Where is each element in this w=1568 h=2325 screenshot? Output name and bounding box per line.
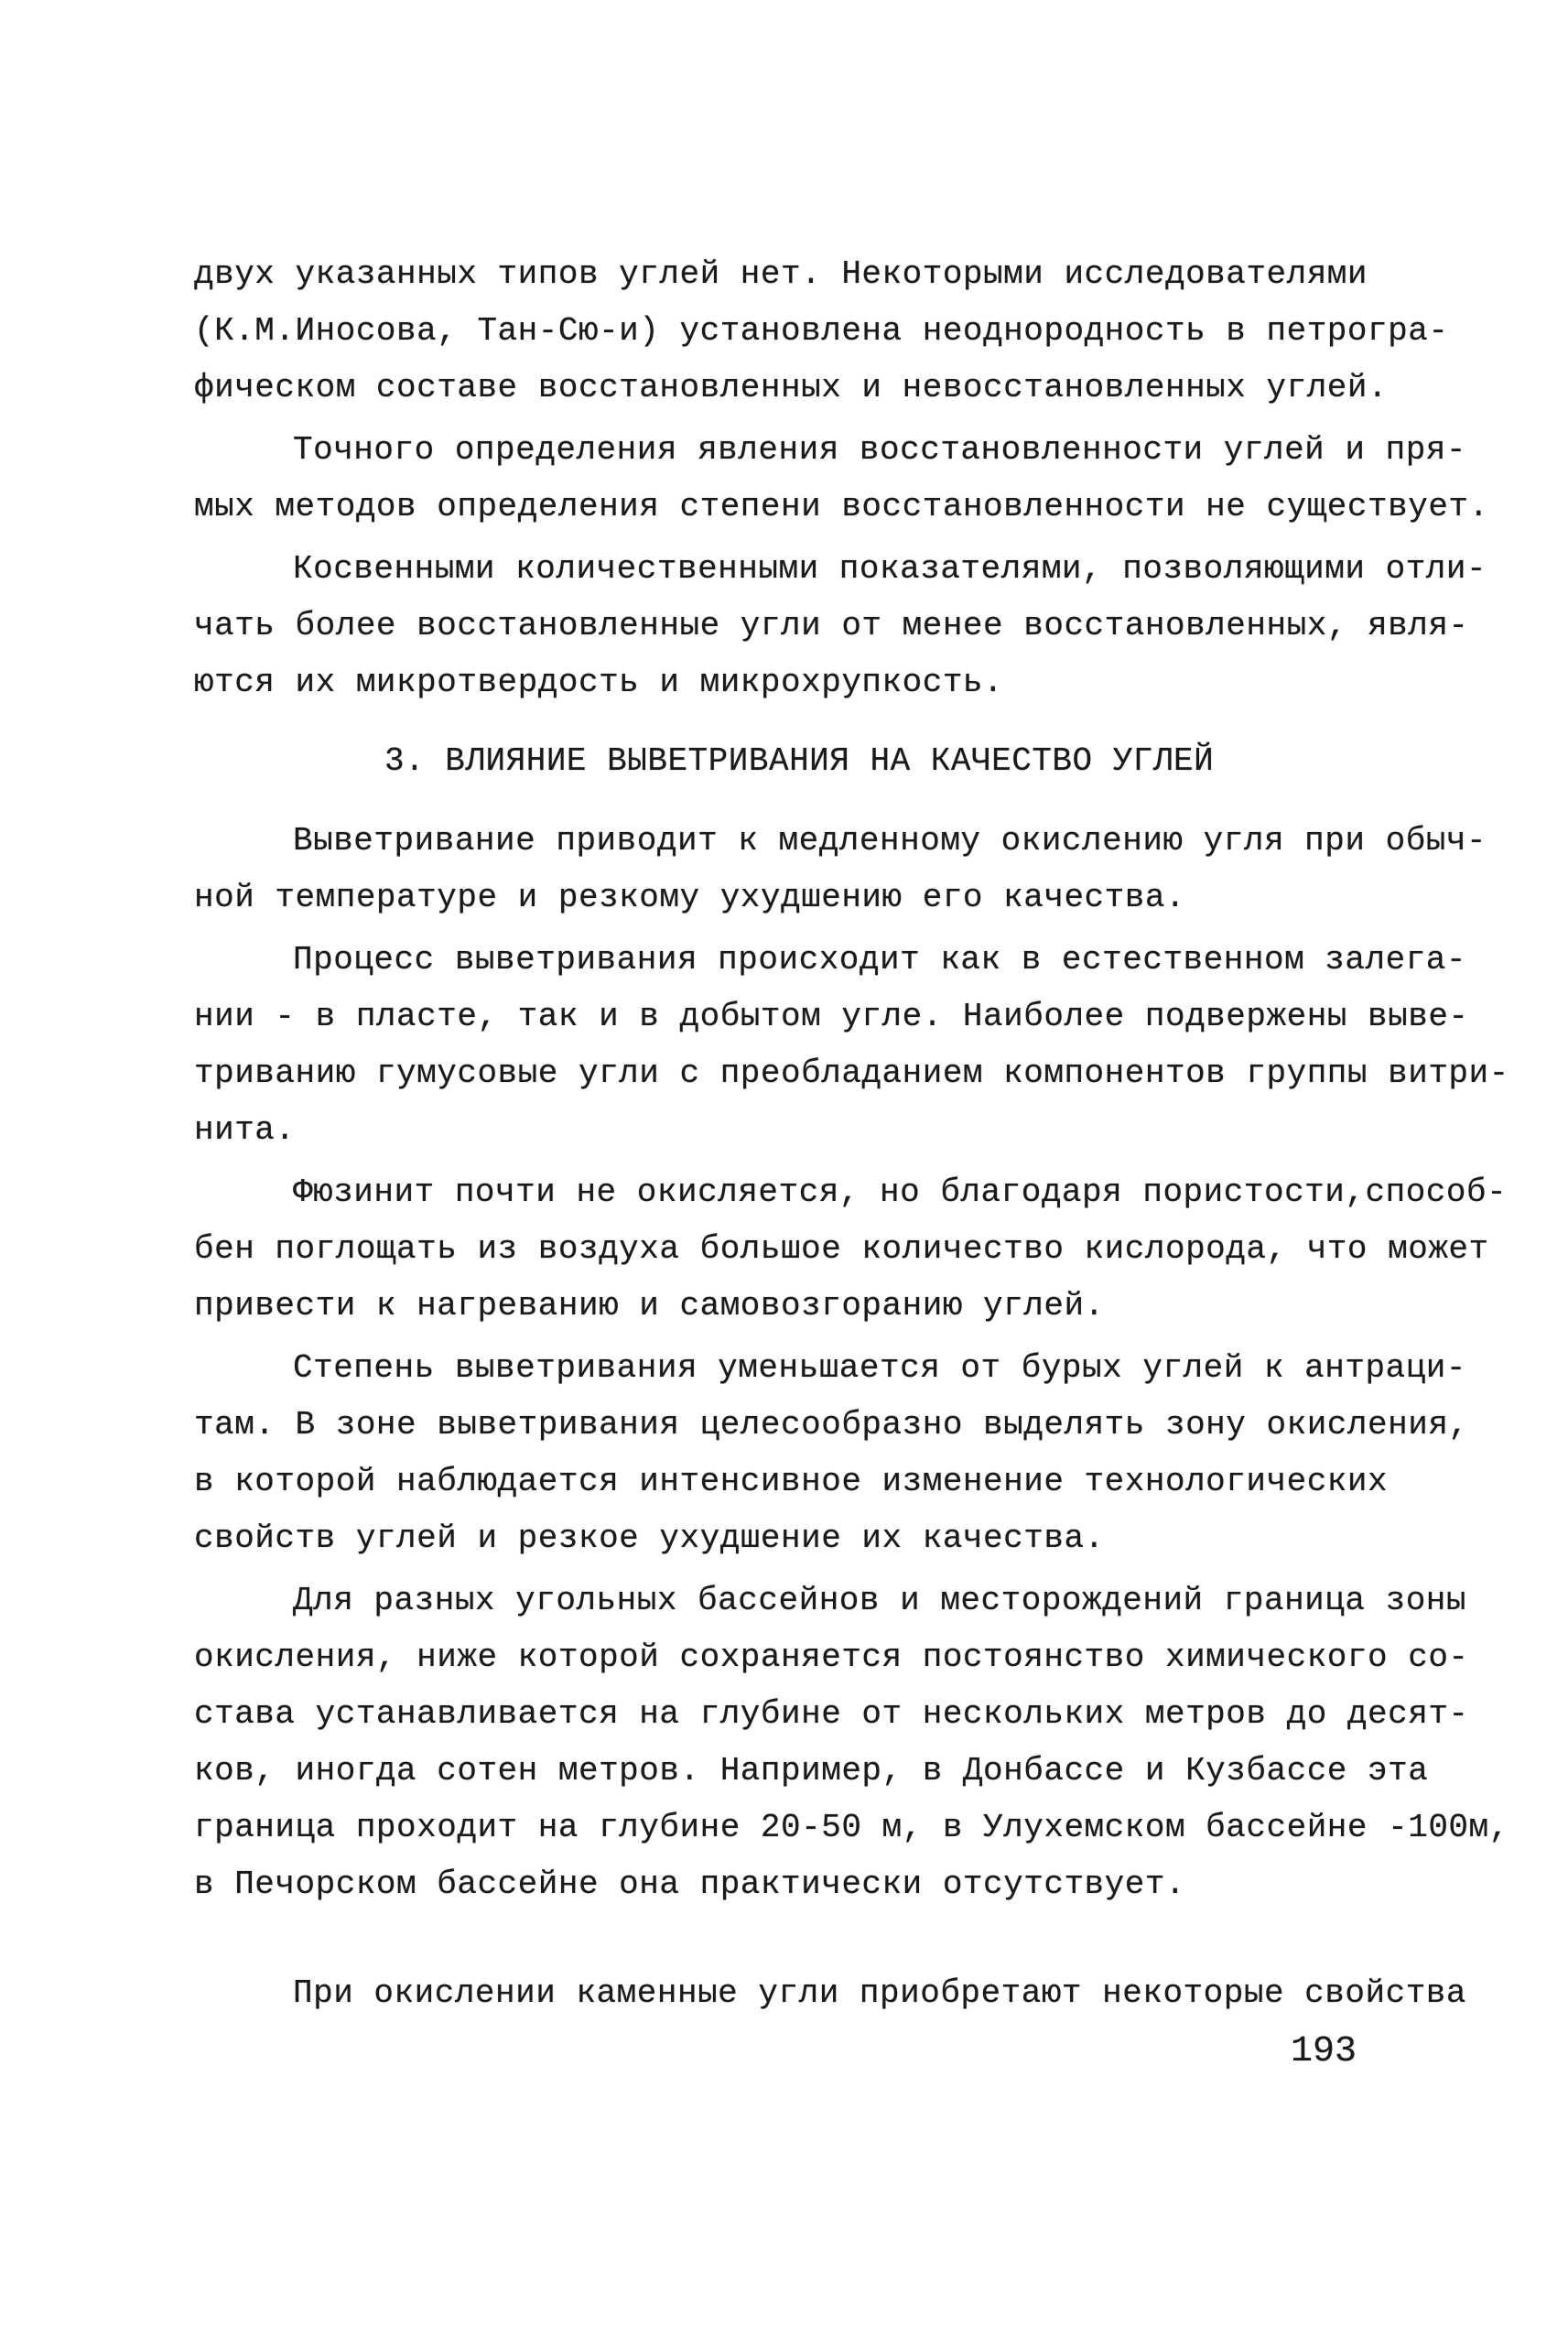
text-line: бен поглощать из воздуха большое количество кислорода, что может [194, 1230, 1489, 1268]
text-line: там. В зоне выветривания целесообразно выделять зону окисления, [194, 1406, 1469, 1444]
section-heading: 3. ВЛИЯНИЕ ВЫВЕТРИВАНИЯ НА КАЧЕСТВО УГЛЕЙ [384, 742, 1215, 780]
text-line: ются их микротвердость и микрохрупкость. [194, 664, 1004, 701]
text-line: триванию гумусовые угли с преобладанием компонентов группы витри- [194, 1054, 1509, 1092]
text-line: двух указанных типов углей нет. Некоторыми исследователями [194, 255, 1368, 293]
text-line: (К.М.Иносова, Тан-Сю-и) установлена неоднородность в петрогра- [194, 312, 1449, 350]
text-line: Для разных угольных бассейнов и месторождений граница зоны [293, 1582, 1467, 1619]
text-line: Процесс выветривания происходит как в естественном залега- [293, 941, 1467, 979]
text-line: Степень выветривания уменьшается от бурых углей к антраци- [293, 1349, 1467, 1387]
text-line: в которой наблюдается интенсивное изменение технологических [194, 1463, 1389, 1500]
text-line: ной температуре и резкому ухудшению его качества. [194, 879, 1186, 916]
text-line: чать более восстановленные угли от менее восстановленных, явля- [194, 607, 1469, 644]
text-line: нии - в пласте, так и в добытом угле. Наиболее подвержены выве- [194, 998, 1469, 1035]
text-line: става устанавливается на глубине от нескольких метров до десят- [194, 1695, 1469, 1733]
text-line: При окислении каменные угли приобретают некоторые свойства [293, 1974, 1467, 2012]
text-line: окисления, ниже которой сохраняется постоянство химического со- [194, 1638, 1469, 1676]
text-line: фическом составе восстановленных и невосстановленных углей. [194, 369, 1389, 406]
page-number: 193 [1291, 2031, 1357, 2072]
text-line: свойств углей и резкое ухудшение их качества. [194, 1519, 1105, 1557]
text-line: граница проходит на глубине 20-50 м, в Улухемском бассейне -100м, [194, 1809, 1509, 1846]
text-line: Выветривание приводит к медленному окислению угля при обыч- [293, 822, 1487, 860]
text-line: привести к нагреванию и самовозгоранию углей. [194, 1287, 1105, 1325]
text-line: мых методов определения степени восстановленности не существует. [194, 488, 1489, 525]
text-line: ков, иногда сотен метров. Например, в Донбассе и Кузбассе эта [194, 1752, 1429, 1790]
text-line: нита. [194, 1111, 296, 1149]
text-line: в Печорском бассейне она практически отсутствует. [194, 1865, 1186, 1903]
text-line: Точного определения явления восстановленности углей и пря- [293, 431, 1467, 469]
text-line: Фюзинит почти не окисляется, но благодаря пористости,способ- [293, 1173, 1508, 1211]
text-line: Косвенными количественными показателями, позволяющими отли- [293, 550, 1487, 588]
